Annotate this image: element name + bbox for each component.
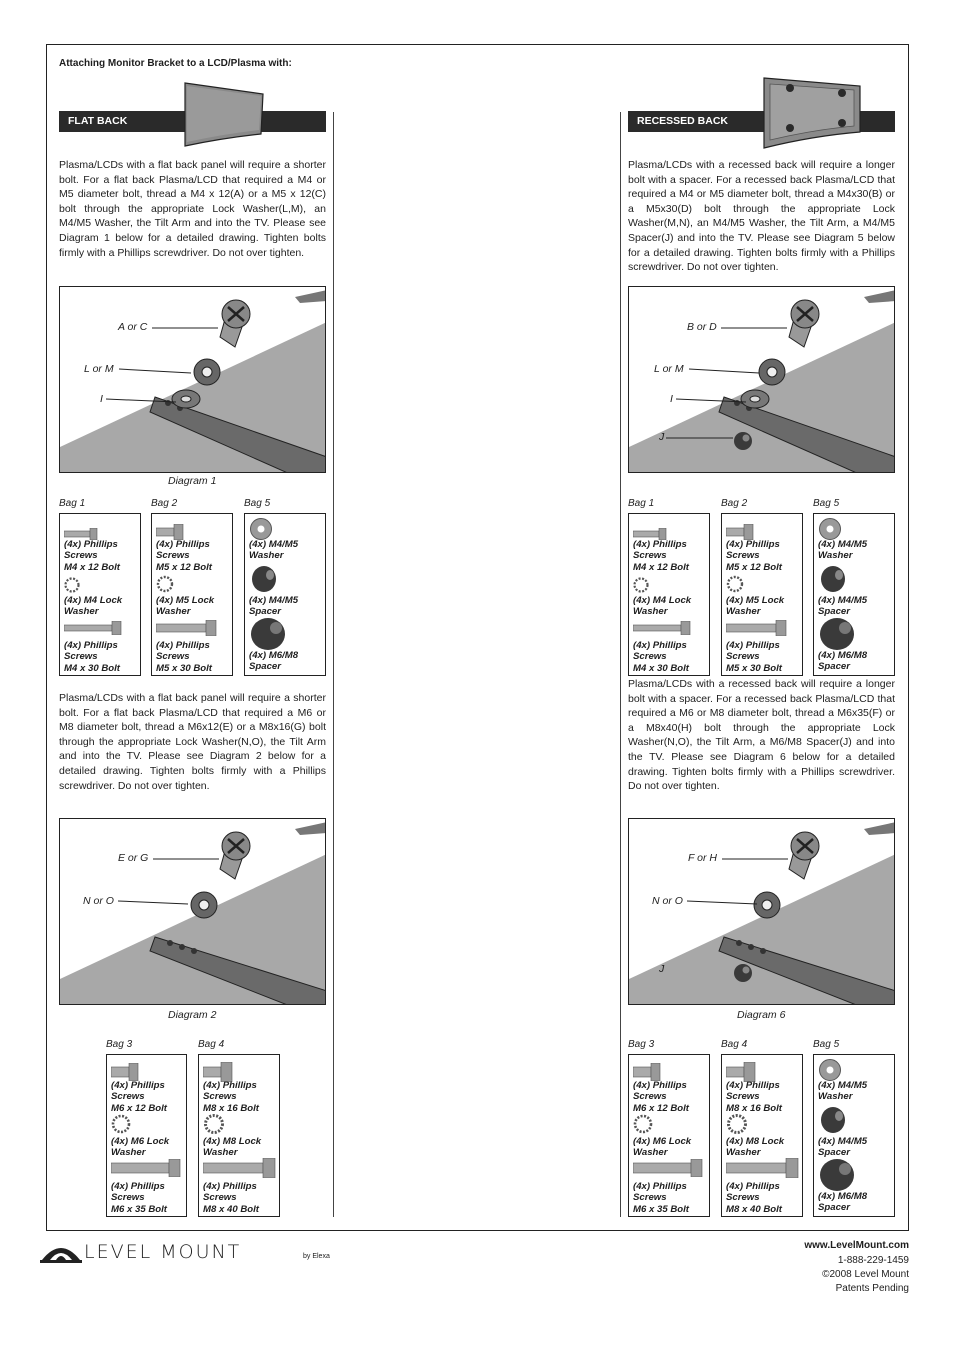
bag-1-title: Bag 1: [628, 498, 655, 509]
long-bolt-icon: [726, 1158, 800, 1178]
short-bolt-icon: [633, 1063, 661, 1081]
column-divider: [620, 112, 621, 1217]
long-bolt-icon: [726, 620, 788, 636]
diagram-6-label-lock-washer: N or O: [652, 895, 683, 907]
bag-2-box: [721, 513, 803, 676]
bag-5-item-1: (4x) M4/M5 Washer: [818, 539, 868, 562]
leader-line: [666, 436, 736, 440]
long-bolt-icon: [64, 621, 122, 635]
level-mount-logo-icon: [40, 1240, 82, 1264]
lock-washer-icon: [111, 1114, 131, 1134]
diagram-5-label-washer: I: [670, 393, 673, 405]
bag-5-item-1: (4x) M4/M5 Washer: [818, 1080, 868, 1103]
diagram-1: [59, 286, 326, 473]
bag-2-item-1: (4x) Phillips Screws M5 x 12 Bolt: [156, 539, 212, 573]
diagram-6-label-spacer: J: [659, 963, 665, 975]
bag-5-item-2: (4x) M4/M5 Spacer: [249, 595, 299, 618]
page-title: Attaching Monitor Bracket to a LCD/Plasma with:: [59, 58, 292, 69]
bag-5-item-3: (4x) M6/M8 Spacer: [818, 1191, 868, 1214]
short-bolt-icon: [726, 1062, 756, 1082]
spacer-icon: [818, 1105, 848, 1135]
bag-4-item-2: (4x) M8 Lock Washer: [203, 1136, 262, 1159]
bag-4-item-1: (4x) Phillips Screws M8 x 16 Bolt: [203, 1080, 259, 1114]
flat-back-paragraph-1: Plasma/LCDs with a flat back panel will require a shorter bolt. For a flat back Plasma/LCD that required a M4 or M5 diameter bolt, thread a M4 x 12(A) or a M5 x 12(C) bolt through the appropriate Lock Washer(L,M), an M4/M5 Washer, the Tilt Arm and into the TV. Please see Diagram 1 below for a detailed drawing. Tighten bolts firmly with a Phillips screwdriver. Do not over tighten.: [59, 159, 326, 259]
spacer-icon: [818, 564, 848, 594]
bag-2-title: Bag 2: [721, 498, 748, 509]
diagram-1-label-washer: I: [100, 393, 103, 405]
diagram-6-label-bolt: F or H: [688, 852, 717, 864]
large-spacer-icon: [818, 616, 858, 652]
diagram-2-caption: Diagram 2: [168, 1009, 217, 1021]
diagram-6: [628, 818, 895, 1005]
bag-3-box: [106, 1054, 187, 1217]
bag-5-item-3: (4x) M6/M8 Spacer: [249, 650, 299, 673]
bag-4-item-3: (4x) Phillips Screws M8 x 40 Bolt: [203, 1181, 259, 1215]
diagram-1-label-lock-washer: L or M: [84, 363, 114, 375]
washer-icon: [249, 517, 273, 541]
recessed-back-tv-illustration: [762, 76, 864, 150]
leader-line: [721, 326, 791, 330]
diagram-5: [628, 286, 895, 473]
patents-note: Patents Pending: [835, 1283, 909, 1294]
leader-line: [676, 398, 748, 404]
washer-icon: [818, 1058, 842, 1082]
bag-3-title: Bag 3: [628, 1039, 655, 1050]
leader-line: [106, 398, 178, 404]
leader-line: [118, 900, 190, 906]
long-bolt-icon: [156, 620, 218, 636]
diagram-5-label-bolt: B or D: [687, 321, 717, 333]
bag-1-item-3: (4x) Phillips Screws M4 x 30 Bolt: [64, 640, 120, 674]
long-bolt-icon: [633, 1159, 703, 1177]
bag-4-item-3: (4x) Phillips Screws M8 x 40 Bolt: [726, 1181, 782, 1215]
short-bolt-icon: [111, 1063, 139, 1081]
lock-washer-icon: [633, 1114, 653, 1134]
bag-2-title: Bag 2: [151, 498, 178, 509]
bag-5-title: Bag 5: [813, 498, 840, 509]
bag-4-item-1: (4x) Phillips Screws M8 x 16 Bolt: [726, 1080, 782, 1114]
long-bolt-icon: [633, 621, 691, 635]
lock-washer-icon: [633, 577, 649, 593]
large-spacer-icon: [818, 1157, 858, 1193]
bag-3-item-3: (4x) Phillips Screws M6 x 35 Bolt: [633, 1181, 689, 1215]
bag-4-box: [721, 1054, 803, 1217]
logo-subtext: by Elexa: [303, 1253, 330, 1260]
website-link[interactable]: www.LevelMount.com: [804, 1240, 909, 1251]
bag-3-item-1: (4x) Phillips Screws M6 x 12 Bolt: [633, 1080, 689, 1114]
recessed-back-paragraph-1: Plasma/LCDs with a recessed back will require a longer bolt with a spacer. For a recessed back Plasma/LCD that required a M4 or M5 diameter bolt, thread a M4x30(B) or a M5x30(D) bolt through the appropriate Lock Washer(M,N), an M4/M5 Washer, the Tilt Arm, a M4/M5 Spacer(J) and into the TV. Please see Diagram 5 below for a detailed drawing. Tighten bolts firmly with a Phillips screwdriver. Do not over tighten.: [628, 159, 895, 274]
diagram-5-label-lock-washer: L or M: [654, 363, 684, 375]
bag-1-item-2: (4x) M4 Lock Washer: [64, 595, 123, 618]
bag-2-item-2: (4x) M5 Lock Washer: [726, 595, 785, 618]
bag-4-title: Bag 4: [198, 1039, 225, 1050]
level-mount-logo-text: LEVEL MOUNT: [84, 1241, 242, 1263]
lock-washer-icon: [203, 1113, 225, 1135]
bag-1-box: [59, 513, 141, 676]
spacer-icon: [249, 564, 279, 594]
leader-line: [119, 368, 194, 374]
diagram-5-label-spacer: J: [659, 431, 665, 443]
bag-1-item-1: (4x) Phillips Screws M4 x 12 Bolt: [64, 539, 120, 573]
bag-3-item-3: (4x) Phillips Screws M6 x 35 Bolt: [111, 1181, 167, 1215]
lock-washer-icon: [726, 575, 744, 593]
phone-number: 1-888-229-1459: [837, 1255, 909, 1266]
bag-2-item-3: (4x) Phillips Screws M5 x 30 Bolt: [726, 640, 782, 674]
recessed-back-paragraph-2: Plasma/LCDs with a recessed back will require a longer bolt with a spacer. For a recessed back Plasma/LCD that required a M6 or M8 diameter bolt, thread a M6x35(F) or a M8x40(H) bolt through the appropriate Lock Washer(N,O), the Tilt Arm, a M6/M8 Spacer(J) and into the TV. Please see Diagram 6 below for a detailed drawing. Tighten bolts firmly with a Phillips screwdriver. Do not over tighten.: [628, 678, 895, 793]
bag-5-item-2: (4x) M4/M5 Spacer: [818, 1136, 868, 1159]
bag-3-item-2: (4x) M6 Lock Washer: [633, 1136, 692, 1159]
bag-2-item-2: (4x) M5 Lock Washer: [156, 595, 215, 618]
leader-line: [722, 857, 792, 861]
bag-2-box: [151, 513, 233, 676]
bag-1-item-2: (4x) M4 Lock Washer: [633, 595, 692, 618]
bag-3-title: Bag 3: [106, 1039, 133, 1050]
bag-5-item-1: (4x) M4/M5 Washer: [249, 539, 299, 562]
flat-back-paragraph-2: Plasma/LCDs with a flat back panel will require a shorter bolt. For a flat back Plasma/LCD that required a M6 or M8 diameter bolt, thread a M6x12(E) or a M8x16(G) bolt through the appropriate Lock Washer(N,O), the Tilt Arm and into the TV. Please see Diagram 2 below for a detailed drawing. Tighten bolts firmly with a Phillips screwdriver. Do not over tighten.: [59, 692, 326, 792]
leader-line: [152, 326, 222, 330]
diagram-2-label-bolt: E or G: [118, 852, 149, 864]
flat-back-tv-illustration: [183, 80, 267, 150]
bag-5-box: [813, 1054, 895, 1217]
lock-washer-icon: [64, 577, 80, 593]
short-bolt-icon: [726, 524, 754, 540]
recessed-back-header: RECESSED BACK: [628, 111, 895, 132]
bag-1-item-1: (4x) Phillips Screws M4 x 12 Bolt: [633, 539, 689, 573]
bag-2-item-3: (4x) Phillips Screws M5 x 30 Bolt: [156, 640, 212, 674]
long-bolt-icon: [111, 1159, 181, 1177]
leader-line: [687, 900, 759, 906]
bag-2-item-1: (4x) Phillips Screws M5 x 12 Bolt: [726, 539, 782, 573]
diagram-2: [59, 818, 326, 1005]
bag-4-item-2: (4x) M8 Lock Washer: [726, 1136, 785, 1159]
short-bolt-icon: [203, 1062, 233, 1082]
bag-5-title: Bag 5: [813, 1039, 840, 1050]
bag-5-box: [813, 513, 895, 676]
bag-5-title: Bag 5: [244, 498, 271, 509]
long-bolt-icon: [203, 1158, 277, 1178]
diagram-1-caption: Diagram 1: [168, 475, 217, 487]
diagram-6-caption: Diagram 6: [737, 1009, 786, 1021]
bag-3-item-2: (4x) M6 Lock Washer: [111, 1136, 170, 1159]
large-spacer-icon: [249, 616, 289, 652]
column-divider: [333, 112, 334, 1217]
bag-5-item-3: (4x) M6/M8 Spacer: [818, 650, 868, 673]
diagram-2-label-lock-washer: N or O: [83, 895, 114, 907]
lock-washer-icon: [726, 1113, 748, 1135]
bag-4-box: [198, 1054, 280, 1217]
lock-washer-icon: [156, 575, 174, 593]
leader-line: [153, 857, 223, 861]
bag-1-item-3: (4x) Phillips Screws M4 x 30 Bolt: [633, 640, 689, 674]
bag-5-item-2: (4x) M4/M5 Spacer: [818, 595, 868, 618]
bag-3-box: [628, 1054, 710, 1217]
bag-5-box: [244, 513, 326, 676]
short-bolt-icon: [156, 524, 184, 540]
diagram-1-label-bolt: A or C: [118, 321, 148, 333]
leader-line: [689, 368, 761, 374]
bag-3-item-1: (4x) Phillips Screws M6 x 12 Bolt: [111, 1080, 167, 1114]
flat-back-header: FLAT BACK: [59, 111, 326, 132]
bag-1-box: [628, 513, 710, 676]
bag-1-title: Bag 1: [59, 498, 86, 509]
copyright: ©2008 Level Mount: [822, 1269, 909, 1280]
bag-4-title: Bag 4: [721, 1039, 748, 1050]
washer-icon: [818, 517, 842, 541]
